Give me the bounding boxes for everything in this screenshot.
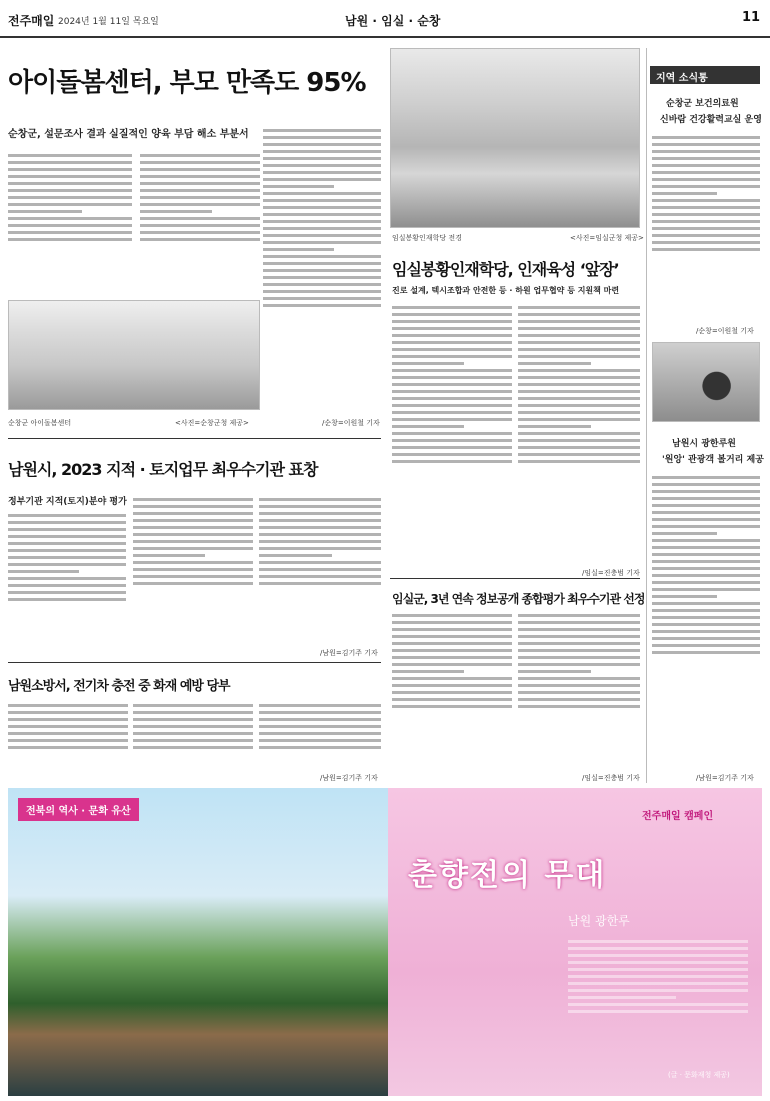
text-line bbox=[259, 498, 381, 501]
text-line bbox=[518, 327, 640, 330]
text-line bbox=[652, 588, 760, 591]
text-line bbox=[259, 582, 381, 585]
text-line bbox=[392, 698, 512, 701]
text-line bbox=[133, 718, 253, 721]
text-line bbox=[518, 306, 640, 309]
text-line bbox=[518, 418, 640, 421]
text-line bbox=[652, 483, 760, 486]
text-line bbox=[263, 213, 381, 216]
text-line bbox=[140, 231, 260, 234]
text-line bbox=[652, 234, 760, 237]
sidebar-item1-title1: 순창군 보건의료원 bbox=[666, 99, 739, 109]
text-line bbox=[8, 584, 126, 587]
text-line bbox=[568, 1003, 748, 1006]
text-line bbox=[652, 602, 760, 605]
text-line bbox=[259, 704, 381, 707]
text-line bbox=[392, 418, 512, 421]
text-line bbox=[652, 546, 760, 549]
text-line bbox=[263, 290, 381, 293]
text-line bbox=[392, 327, 512, 330]
campaign-credit: (글 · 문화재청 제공) bbox=[668, 1071, 730, 1079]
text-line bbox=[652, 518, 760, 521]
text-line bbox=[652, 248, 760, 251]
text-line bbox=[140, 154, 260, 157]
text-line bbox=[133, 746, 253, 749]
text-line bbox=[568, 989, 748, 992]
text-line bbox=[259, 533, 381, 536]
text-line bbox=[263, 248, 334, 251]
article2-photo-credit: <사진=임실군청 제공> bbox=[570, 234, 644, 242]
text-line bbox=[392, 411, 512, 414]
text-line bbox=[652, 136, 760, 139]
text-line bbox=[518, 341, 640, 344]
text-line bbox=[133, 582, 253, 585]
text-line bbox=[8, 528, 126, 531]
article2-photo bbox=[390, 48, 640, 228]
text-line bbox=[652, 171, 760, 174]
text-line bbox=[259, 718, 381, 721]
text-line bbox=[568, 968, 748, 971]
text-line bbox=[652, 581, 760, 584]
text-line bbox=[652, 497, 760, 500]
text-line bbox=[518, 404, 640, 407]
sidebar-item2-body bbox=[652, 472, 760, 762]
article2-reporter: /임실=진충범 기자 bbox=[582, 569, 640, 577]
text-line bbox=[392, 376, 512, 379]
text-line bbox=[133, 533, 253, 536]
text-line bbox=[518, 334, 640, 337]
text-line bbox=[392, 670, 464, 673]
text-line bbox=[392, 439, 512, 442]
text-line bbox=[652, 199, 760, 202]
text-line bbox=[652, 504, 760, 507]
article5-body-col2 bbox=[133, 700, 253, 780]
text-line bbox=[652, 595, 717, 598]
gwanghallu-photo bbox=[8, 788, 388, 1096]
text-line bbox=[140, 189, 260, 192]
article3-title: 남원시, 2023 지적 · 토지업무 최우수기관 표창 bbox=[8, 460, 318, 479]
text-line bbox=[259, 568, 381, 571]
text-line bbox=[392, 390, 512, 393]
text-line bbox=[263, 262, 381, 265]
text-line bbox=[392, 320, 512, 323]
text-line bbox=[652, 560, 760, 563]
text-line bbox=[392, 460, 512, 463]
text-line bbox=[652, 150, 760, 153]
text-line bbox=[518, 320, 640, 323]
text-line bbox=[133, 512, 253, 515]
text-line bbox=[133, 554, 205, 557]
text-line bbox=[518, 369, 640, 372]
text-line bbox=[568, 947, 748, 950]
newspaper-name: 전주매일 bbox=[8, 14, 55, 28]
text-line bbox=[263, 171, 381, 174]
text-line bbox=[518, 684, 640, 687]
sidebar-header: 지역 소식통 bbox=[650, 66, 760, 84]
text-line bbox=[652, 476, 760, 479]
text-line bbox=[518, 635, 640, 638]
text-line bbox=[518, 691, 640, 694]
text-line bbox=[392, 642, 512, 645]
text-line bbox=[263, 192, 381, 195]
sidebar-photo bbox=[652, 342, 760, 422]
text-line bbox=[263, 178, 381, 181]
text-line bbox=[8, 196, 132, 199]
text-line bbox=[652, 185, 760, 188]
text-line bbox=[392, 614, 512, 617]
article5-title: 남원소방서, 전기차 충전 중 화재 예방 당부 bbox=[8, 679, 230, 694]
text-line bbox=[133, 732, 253, 735]
text-line bbox=[133, 505, 253, 508]
text-line bbox=[518, 698, 640, 701]
text-line bbox=[518, 453, 640, 456]
text-line bbox=[518, 628, 640, 631]
text-line bbox=[8, 746, 128, 749]
text-line bbox=[518, 355, 640, 358]
text-line bbox=[259, 526, 381, 529]
text-line bbox=[518, 439, 640, 442]
text-line bbox=[259, 547, 381, 550]
text-line bbox=[263, 150, 381, 153]
text-line bbox=[259, 561, 381, 564]
text-line bbox=[8, 168, 132, 171]
text-line bbox=[652, 206, 760, 209]
article1-photo-caption: 순창군 아이돌봄센터 bbox=[8, 419, 72, 427]
text-line bbox=[518, 446, 640, 449]
article1-body-col1 bbox=[8, 150, 132, 298]
sidebar-item2-title1: 남원시 광한루원 bbox=[672, 439, 736, 449]
article5-reporter: /남원=김기주 기자 bbox=[320, 774, 378, 782]
text-line bbox=[518, 656, 640, 659]
text-line bbox=[8, 570, 79, 573]
text-line bbox=[652, 539, 760, 542]
sidebar-item1-reporter: /순창=이원철 기자 bbox=[696, 327, 754, 335]
text-line bbox=[263, 136, 381, 139]
text-line bbox=[8, 556, 126, 559]
text-line bbox=[652, 490, 760, 493]
text-line bbox=[652, 630, 760, 633]
text-line bbox=[263, 297, 381, 300]
article1-body-col3 bbox=[263, 125, 381, 415]
text-line bbox=[518, 313, 640, 316]
text-line bbox=[518, 376, 640, 379]
text-line bbox=[652, 143, 760, 146]
article4-body-col2 bbox=[518, 610, 640, 770]
text-line bbox=[263, 143, 381, 146]
text-line bbox=[259, 512, 381, 515]
text-line bbox=[518, 649, 640, 652]
article1-photo-credit: <사진=순창군청 제공> bbox=[175, 419, 249, 427]
text-line bbox=[568, 982, 748, 985]
article3-body-col1 bbox=[8, 510, 126, 660]
text-line bbox=[8, 718, 128, 721]
text-line bbox=[8, 217, 132, 220]
text-line bbox=[652, 227, 760, 230]
text-line bbox=[8, 598, 126, 601]
text-line bbox=[259, 505, 381, 508]
article1-title: 아이돌봄센터, 부모 만족도 95% bbox=[8, 68, 366, 98]
text-line bbox=[652, 192, 717, 195]
text-line bbox=[8, 238, 132, 241]
text-line bbox=[259, 746, 381, 749]
text-line bbox=[392, 705, 512, 708]
text-line bbox=[263, 255, 381, 258]
sidebar-item1-body bbox=[652, 132, 760, 322]
article2-body-col1 bbox=[392, 302, 512, 562]
text-line bbox=[8, 711, 128, 714]
section-title: 남원 · 임실 · 순창 bbox=[345, 14, 441, 28]
text-line bbox=[392, 341, 512, 344]
text-line bbox=[8, 521, 126, 524]
text-line bbox=[263, 220, 381, 223]
text-line bbox=[259, 725, 381, 728]
text-line bbox=[518, 348, 640, 351]
text-line bbox=[652, 157, 760, 160]
article1-subtitle: 순창군, 설문조사 결과 실질적인 양육 부담 해소 부분서 bbox=[8, 129, 249, 140]
text-line bbox=[259, 711, 381, 714]
text-line bbox=[392, 355, 512, 358]
text-line bbox=[133, 498, 253, 501]
text-line bbox=[8, 535, 126, 538]
divider-line bbox=[8, 438, 381, 439]
article5-body-col3 bbox=[259, 700, 381, 780]
page-number: 11 bbox=[742, 10, 761, 25]
text-line bbox=[140, 238, 260, 241]
article2-title: 임실봉황인재학당, 인재육성 ‘앞장’ bbox=[392, 260, 619, 279]
text-line bbox=[259, 575, 381, 578]
text-line bbox=[518, 362, 591, 365]
text-line bbox=[263, 164, 381, 167]
text-line bbox=[133, 725, 253, 728]
text-line bbox=[259, 554, 332, 557]
text-line bbox=[392, 663, 512, 666]
text-line bbox=[652, 644, 760, 647]
text-line bbox=[8, 563, 126, 566]
text-line bbox=[392, 635, 512, 638]
text-line bbox=[392, 684, 512, 687]
text-line bbox=[133, 519, 253, 522]
text-line bbox=[652, 178, 760, 181]
text-line bbox=[259, 732, 381, 735]
text-line bbox=[133, 547, 253, 550]
text-line bbox=[518, 614, 640, 617]
text-line bbox=[263, 241, 381, 244]
text-line bbox=[652, 164, 760, 167]
text-line bbox=[8, 542, 126, 545]
text-line bbox=[8, 725, 128, 728]
text-line bbox=[133, 711, 253, 714]
campaign-subtitle: 남원 광한루 bbox=[568, 914, 630, 928]
text-line bbox=[133, 561, 253, 564]
text-line bbox=[140, 210, 212, 213]
text-line bbox=[652, 609, 760, 612]
text-line bbox=[518, 390, 640, 393]
text-line bbox=[652, 567, 760, 570]
article1-reporter: /순창=이원철 기자 bbox=[322, 419, 380, 427]
text-line bbox=[652, 651, 760, 654]
text-line bbox=[8, 203, 132, 206]
campaign-body bbox=[568, 936, 748, 1061]
campaign-left-label: 전북의 역사 · 문화 유산 bbox=[18, 798, 139, 821]
text-line bbox=[140, 196, 260, 199]
text-line bbox=[8, 549, 126, 552]
text-line bbox=[392, 348, 512, 351]
text-line bbox=[140, 161, 260, 164]
divider-line bbox=[390, 578, 640, 579]
text-line bbox=[652, 637, 760, 640]
text-line bbox=[518, 383, 640, 386]
text-line bbox=[392, 306, 512, 309]
text-line bbox=[392, 362, 464, 365]
text-line bbox=[392, 453, 512, 456]
text-line bbox=[263, 234, 381, 237]
text-line bbox=[140, 224, 260, 227]
text-line bbox=[140, 217, 260, 220]
text-line bbox=[263, 283, 381, 286]
text-line bbox=[8, 732, 128, 735]
text-line bbox=[8, 154, 132, 157]
text-line bbox=[392, 649, 512, 652]
text-line bbox=[392, 334, 512, 337]
text-line bbox=[263, 199, 381, 202]
text-line bbox=[8, 161, 132, 164]
text-line bbox=[652, 213, 760, 216]
text-line bbox=[133, 568, 253, 571]
text-line bbox=[652, 511, 760, 514]
article1-body-col2 bbox=[140, 150, 260, 298]
text-line bbox=[8, 231, 132, 234]
text-line bbox=[392, 621, 512, 624]
text-line bbox=[392, 656, 512, 659]
text-line bbox=[392, 425, 464, 428]
text-line bbox=[392, 677, 512, 680]
article1-photo bbox=[8, 300, 260, 410]
text-line bbox=[8, 224, 132, 227]
article2-body-col2 bbox=[518, 302, 640, 562]
text-line bbox=[263, 227, 381, 230]
text-line bbox=[392, 446, 512, 449]
text-line bbox=[8, 739, 128, 742]
text-line bbox=[263, 185, 334, 188]
text-line bbox=[133, 739, 253, 742]
article3-reporter: /남원=김기주 기자 bbox=[320, 649, 378, 657]
text-line bbox=[652, 525, 760, 528]
text-line bbox=[259, 540, 381, 543]
text-line bbox=[392, 628, 512, 631]
text-line bbox=[133, 540, 253, 543]
text-line bbox=[140, 182, 260, 185]
text-line bbox=[568, 975, 748, 978]
text-line bbox=[652, 532, 717, 535]
issue-date: 2024년 1월 11일 목요일 bbox=[58, 17, 159, 27]
article5-body-col1 bbox=[8, 700, 128, 780]
text-line bbox=[392, 397, 512, 400]
article3-body-col2 bbox=[133, 494, 253, 644]
text-line bbox=[518, 642, 640, 645]
text-line bbox=[568, 961, 748, 964]
text-line bbox=[568, 1010, 748, 1013]
text-line bbox=[518, 397, 640, 400]
text-line bbox=[652, 220, 760, 223]
article2-photo-caption: 임실봉황인재학당 전경 bbox=[392, 234, 462, 242]
text-line bbox=[263, 269, 381, 272]
text-line bbox=[518, 677, 640, 680]
text-line bbox=[8, 514, 126, 517]
text-line bbox=[8, 182, 132, 185]
sidebar-item1-title2: 신바람 건강활력교실 운영 bbox=[660, 115, 762, 125]
text-line bbox=[140, 203, 260, 206]
text-line bbox=[8, 175, 132, 178]
text-line bbox=[652, 241, 760, 244]
text-line bbox=[392, 432, 512, 435]
article2-subtitle: 진로 설계, 텍시조합과 안전한 등 · 하원 업무협약 등 지원책 마련 bbox=[392, 286, 620, 295]
text-line bbox=[263, 304, 381, 307]
text-line bbox=[518, 460, 640, 463]
text-line bbox=[263, 206, 381, 209]
text-line bbox=[518, 621, 640, 624]
article4-body-col1 bbox=[392, 610, 512, 770]
text-line bbox=[133, 575, 253, 578]
text-line bbox=[392, 383, 512, 386]
text-line bbox=[518, 705, 640, 708]
text-line bbox=[652, 616, 760, 619]
text-line bbox=[568, 996, 676, 999]
text-line bbox=[263, 129, 381, 132]
text-line bbox=[392, 404, 512, 407]
text-line bbox=[8, 210, 82, 213]
text-line bbox=[518, 432, 640, 435]
text-line bbox=[518, 411, 640, 414]
article3-subtitle: 정부기관 지적(토지)분야 평가 bbox=[8, 497, 127, 507]
sidebar-item2-reporter: /남원=김기주 기자 bbox=[696, 774, 754, 782]
text-line bbox=[392, 369, 512, 372]
text-line bbox=[392, 691, 512, 694]
text-line bbox=[518, 670, 591, 673]
article3-body-col3 bbox=[259, 494, 381, 644]
text-line bbox=[133, 526, 253, 529]
text-line bbox=[568, 940, 748, 943]
text-line bbox=[8, 591, 126, 594]
text-line bbox=[8, 189, 132, 192]
text-line bbox=[263, 276, 381, 279]
text-line bbox=[140, 175, 260, 178]
text-line bbox=[518, 425, 591, 428]
text-line bbox=[259, 739, 381, 742]
text-line bbox=[8, 704, 128, 707]
text-line bbox=[140, 168, 260, 171]
text-line bbox=[652, 574, 760, 577]
divider-line bbox=[8, 662, 381, 663]
text-line bbox=[392, 313, 512, 316]
sidebar-item2-title2: '원앙' 관광객 볼거리 제공 bbox=[662, 455, 764, 465]
text-line bbox=[518, 663, 640, 666]
campaign-brand: 전주매일 캠페인 bbox=[642, 811, 714, 822]
text-line bbox=[652, 623, 760, 626]
text-line bbox=[652, 553, 760, 556]
text-line bbox=[8, 577, 126, 580]
text-line bbox=[133, 704, 253, 707]
article4-title: 임실군, 3년 연속 정보공개 종합평가 최우수기관 선정 bbox=[392, 592, 645, 606]
text-line bbox=[259, 519, 381, 522]
text-line bbox=[263, 157, 381, 160]
text-line bbox=[568, 954, 748, 957]
campaign-band bbox=[8, 788, 762, 1096]
article4-reporter: /임실=진충범 기자 bbox=[582, 774, 640, 782]
campaign-title: 춘향전의 무대 bbox=[408, 858, 607, 893]
